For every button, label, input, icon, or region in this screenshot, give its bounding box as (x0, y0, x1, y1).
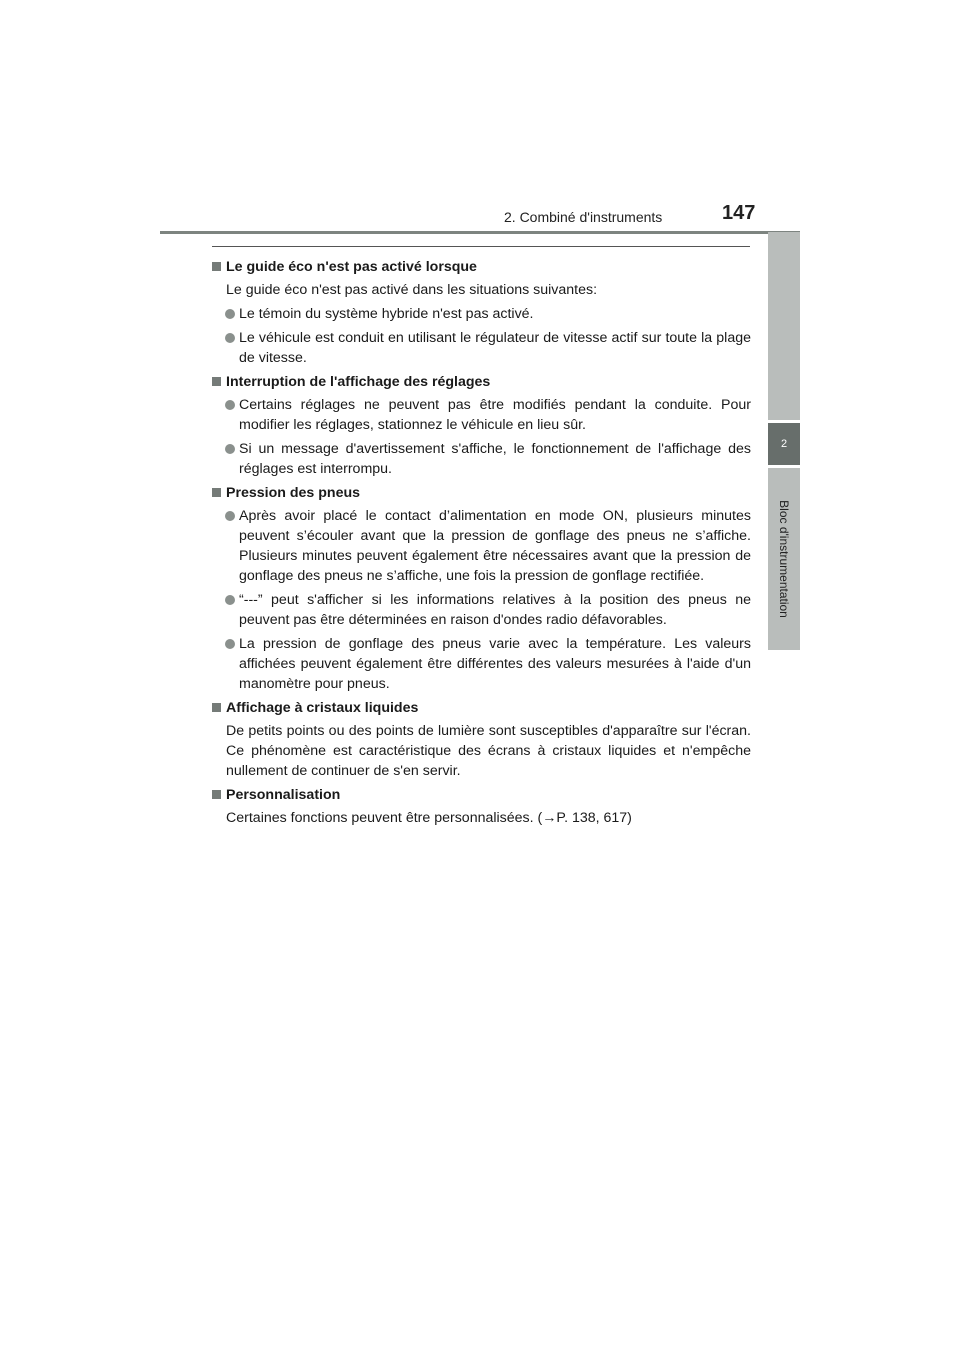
page-number: 147 (722, 202, 756, 224)
circle-bullet-icon (225, 511, 235, 521)
section-tire-pressure (212, 483, 751, 694)
list-item: Le véhicule est conduit en utilisant le régulateur de vitesse actif sur toute la plage de vitesse. (212, 328, 751, 368)
list-item: Le témoin du système hybride n'est pas activé. (212, 304, 751, 324)
list-item: Si un message d'avertissement s'affiche, le fonctionnement de l'affichage des réglages est interrompu. (212, 439, 751, 479)
side-tab-number[interactable]: 2 (768, 423, 800, 465)
list-item: Certains réglages ne peuvent pas être modifiés pendant la conduite. Pour modifier les réglages, stationnez le véhicule en lieu sûr. (212, 395, 751, 435)
section-heading: Affichage à cristaux liquides (212, 698, 751, 718)
section-eco-guide (212, 257, 751, 368)
list-item: “---” peut s'afficher si les informations relatives à la position des pneus ne peuvent pas être déterminées en raison d'ondes radio défavorables. (212, 590, 751, 630)
section-heading: Pression des pneus (212, 483, 751, 503)
list-item: La pression de gonflage des pneus varie avec la température. Les valeurs affichées peuvent également être différentes des valeurs mesurées à l'aide d'un manomètre pour pneus. (212, 634, 751, 694)
circle-bullet-icon (225, 639, 235, 649)
side-tab-upper (768, 232, 800, 420)
section-heading: Interruption de l'affichage des réglages (212, 372, 751, 392)
square-bullet-icon (212, 703, 221, 712)
section-settings-interruption (212, 372, 751, 479)
section-intro: Le guide éco n'est pas activé dans les situations suivantes: (226, 282, 598, 298)
page-content (212, 257, 751, 832)
section-heading: Personnalisation (212, 785, 751, 805)
content-rule (212, 246, 750, 247)
section-intro: De petits points ou des points de lumière sont susceptibles d'apparaître sur l'écran. Ce phénomène est caractéristique des écrans à cristaux liquides et n'empêche nullement de continuer de s'en servir. (226, 723, 751, 779)
section-intro: Certaines fonctions peuvent être personnalisées. (→P. 138, 617) (226, 810, 632, 826)
side-tab-label: Bloc d'instrumentation (777, 500, 791, 618)
section-heading: Le guide éco n'est pas activé lorsque (212, 257, 751, 277)
square-bullet-icon (212, 488, 221, 497)
chapter-title: 2. Combiné d'instruments (504, 209, 663, 225)
header-rule (160, 231, 800, 234)
circle-bullet-icon (225, 444, 235, 454)
section-personalization (212, 785, 751, 828)
list-item: Après avoir placé le contact d’alimentation en mode ON, plusieurs minutes peuvent s’écouler avant que la pression de gonflage des pneus ne s’affiche. Plusieurs minutes peuvent également être nécessaires avant que la pression de gonflage des pneus ne s’affiche, une fois la pression de gonflage rectifiée. (212, 506, 751, 586)
circle-bullet-icon (225, 333, 235, 343)
square-bullet-icon (212, 790, 221, 799)
circle-bullet-icon (225, 400, 235, 410)
section-lcd (212, 698, 751, 781)
circle-bullet-icon (225, 595, 235, 605)
square-bullet-icon (212, 377, 221, 386)
square-bullet-icon (212, 262, 221, 271)
circle-bullet-icon (225, 309, 235, 319)
